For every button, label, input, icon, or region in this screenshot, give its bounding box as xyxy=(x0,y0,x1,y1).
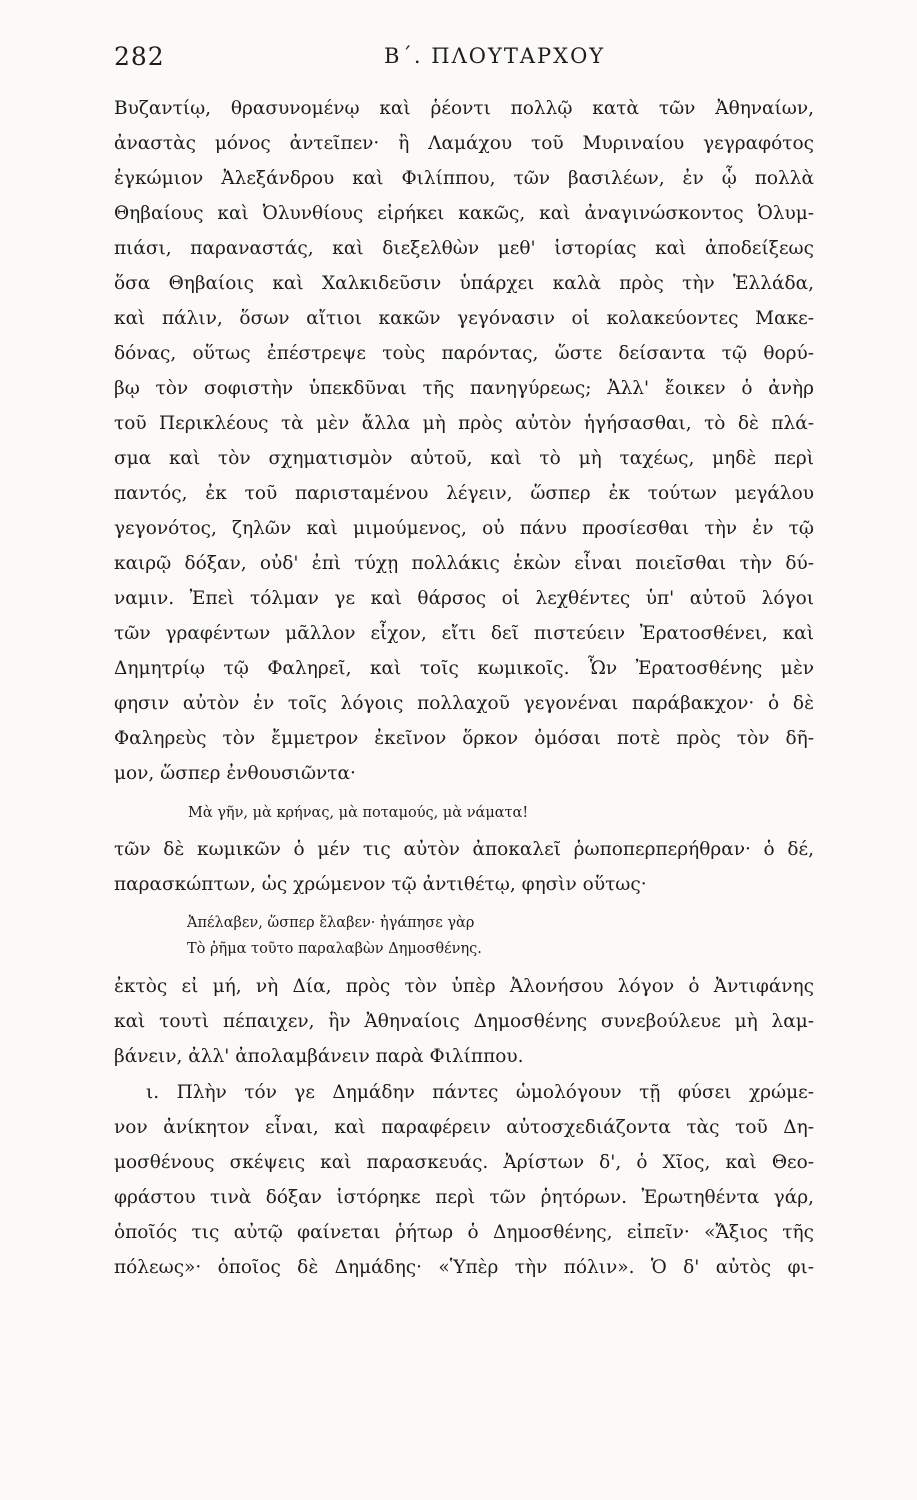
text-line: ἐκτὸς εἰ μή, νὴ Δία, πρὸς τὸν ὑπὲρ Ἀλονήσου λόγον ὁ Ἀντιφάνης xyxy=(114,976,814,997)
text-line: σμα καὶ τὸν σχηματισμὸν αὐτοῦ, καὶ τὸ μὴ ταχέως, μηδὲ περὶ xyxy=(114,448,814,469)
text-line: Βυζαντίῳ, θρασυνομένῳ καὶ ῥέοντι πολλῷ κατὰ τῶν Ἀθηναίων, xyxy=(114,98,814,119)
text-line: ι. Πλὴν τόν γε Δημάδην πάντες ὡμολόγουν τῇ φύσει χρώμε- xyxy=(146,1082,814,1103)
text-line: ναμιν. Ἐπεὶ τόλμαν γε καὶ θάρσος οἱ λεχθέντες ὑπ' αὐτοῦ λόγοι xyxy=(114,588,814,609)
text-line: ὅσα Θηβαίοις καὶ Χαλκιδεῦσιν ὑπάρχει καλὰ πρὸς τὴν Ἑλλάδα, xyxy=(114,273,814,294)
text-line: παρασκώπτων, ὡς χρώμενον τῷ ἀντιθέτῳ, φησὶν οὕτως· xyxy=(114,874,647,895)
text-line: ἐγκώμιον Ἀλεξάνδρου καὶ Φιλίππου, τῶν βασιλέων, ἐν ᾧ πολλὰ xyxy=(114,168,814,189)
text-line: Φαληρεὺς τὸν ἔμμετρον ἐκεῖνον ὅρκον ὀμόσαι ποτὲ πρὸς τὸν δῆ- xyxy=(114,728,814,749)
text-line: βάνειν, ἀλλ' ἀπολαμβάνειν παρὰ Φιλίππου. xyxy=(114,1046,524,1067)
text-line: νον ἀνίκητον εἶναι, καὶ παραφέρειν αὐτοσχεδιάζοντα τὰς τοῦ Δη- xyxy=(114,1117,814,1138)
page-number: 282 xyxy=(114,42,165,71)
text-line: παντός, ἐκ τοῦ παρισταμένου λέγειν, ὥσπερ ἐκ τούτων μεγάλου xyxy=(114,483,814,504)
text-line: τῶν δὲ κωμικῶν ὁ μέν τις αὐτὸν ἀποκαλεῖ ῥωποπερπερήθραν· ὁ δέ, xyxy=(114,839,814,860)
verse-quote: Ἀπέλαβεν, ὥσπερ ἔλαβεν· ἠγάπησε γὰρ xyxy=(187,915,475,931)
text-line: μοσθένους σκέψεις καὶ παρασκευάς. Ἀρίστων δ', ὁ Χῖος, καὶ Θεο- xyxy=(114,1152,814,1173)
text-line: ἀναστὰς μόνος ἀντεῖπεν· ἢ Λαμάχου τοῦ Μυριναίου γεγραφότος xyxy=(114,133,814,154)
text-line: Θηβαίους καὶ Ὀλυνθίους εἰρήκει κακῶς, καὶ ἀναγινώσκοντος Ὀλυμ- xyxy=(114,203,814,224)
text-line: φράστου τινὰ δόξαν ἱστόρηκε περὶ τῶν ῥητόρων. Ἐρωτηθέντα γάρ, xyxy=(114,1187,814,1208)
text-line: μον, ὥσπερ ἐνθουσιῶντα· xyxy=(114,763,356,784)
text-line: τῶν γραφέντων μᾶλλον εἶχον, εἴτι δεῖ πιστεύειν Ἐρατοσθένει, καὶ xyxy=(114,623,814,644)
text-line: ὁποῖός τις αὐτῷ φαίνεται ῥήτωρ ὁ Δημοσθένης, εἰπεῖν· «Ἄξιος τῆς xyxy=(114,1222,814,1243)
verse-quote: Τὸ ῥῆμα τοῦτο παραλαβὼν Δημοσθένης. xyxy=(187,941,482,957)
text-line: καιρῷ δόξαν, οὐδ' ἐπὶ τύχῃ πολλάκις ἑκὼν εἶναι ποιεῖσθαι τὴν δύ- xyxy=(114,553,814,574)
text-line: πόλεως»· ὁποῖος δὲ Δημάδης· «Ὑπὲρ τὴν πόλιν». Ὁ δ' αὐτὸς φι- xyxy=(114,1257,814,1278)
text-line: πιάσι, παραναστάς, καὶ διεξελθὼν μεθ' ἱστορίας καὶ ἀποδείξεως xyxy=(114,238,814,259)
text-line: καὶ τουτὶ πέπαιχεν, ἣν Ἀθηναίοις Δημοσθένης συνεβούλευε μὴ λαμ- xyxy=(114,1011,814,1032)
text-line: φησιν αὐτὸν ἐν τοῖς λόγοις πολλαχοῦ γεγονέναι παράβακχον· ὁ δὲ xyxy=(114,693,814,714)
text-line: βῳ τὸν σοφιστὴν ὑπεκδῦναι τῆς πανηγύρεως; Ἀλλ' ἔοικεν ὁ ἀνὴρ xyxy=(114,378,814,399)
text-line: τοῦ Περικλέους τὰ μὲν ἄλλα μὴ πρὸς αὐτὸν ἡγήσασθαι, τὸ δὲ πλά- xyxy=(114,413,814,434)
text-line: καὶ πάλιν, ὅσων αἴτιοι κακῶν γεγόνασιν οἱ κολακεύοντες Μακε- xyxy=(114,308,814,329)
verse-quote: Μὰ γῆν, μὰ κρήνας, μὰ ποταμούς, μὰ νάματα! xyxy=(188,805,529,821)
page-header xyxy=(114,42,814,78)
text-line: δόνας, οὕτως ἐπέστρεψε τοὺς παρόντας, ὥστε δείσαντα τῷ θορύ- xyxy=(114,343,814,364)
text-line: Δημητρίῳ τῷ Φαληρεῖ, καὶ τοῖς κωμικοῖς. Ὧν Ἐρατοσθένης μὲν xyxy=(114,658,814,679)
text-line: γεγονότος, ζηλῶν καὶ μιμούμενος, οὐ πάνυ προσίεσθαι τὴν ἐν τῷ xyxy=(114,518,814,539)
running-head: Β΄. ΠΛΟΥΤΑΡΧΟΥ xyxy=(384,44,606,68)
